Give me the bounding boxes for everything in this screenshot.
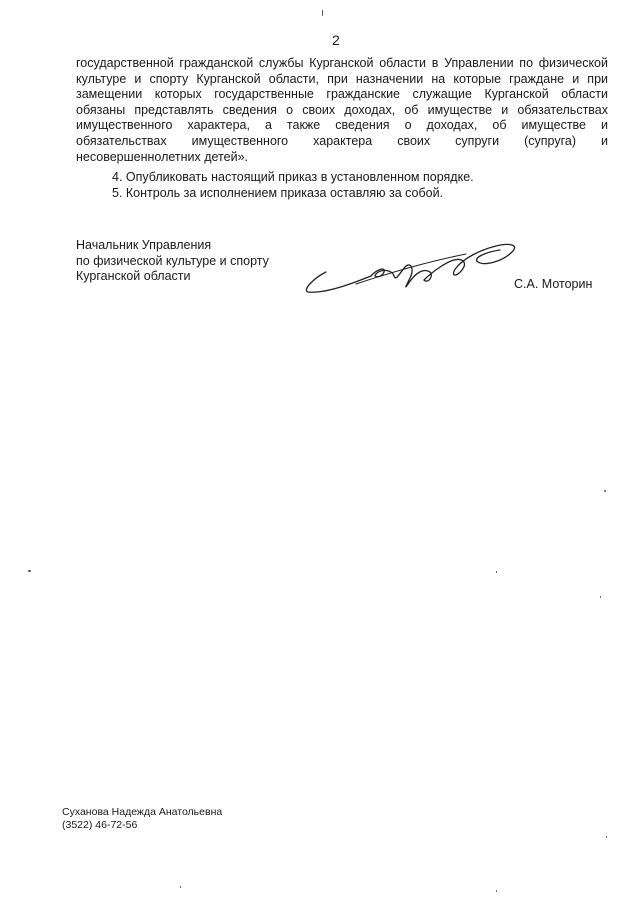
body-line: замещении которых государственные гражданские служащие Курганской области [76,87,608,102]
body-line: государственной гражданской службы Курганской области в Управлении по физической [76,56,608,70]
contact-name: Суханова Надежда Анатольевна [62,806,223,818]
scan-speck [606,836,607,838]
body-line: имущественного характера, а также сведения о доходах, об имуществе и [76,118,608,133]
list-item-publish: 4. Опубликовать настоящий приказ в установленном порядке. [112,170,474,184]
body-line: несовершеннолетних детей». [76,149,249,164]
scan-speck [604,490,606,492]
signatory-title-line: Курганской области [76,269,191,284]
scan-speck [28,570,31,572]
contact-phone: (3522) 46-72-56 [62,819,138,831]
scan-speck [496,890,497,892]
page-number: 2 [332,32,340,48]
scan-speck [496,571,497,573]
body-line: культуре и спорту Курганской области, при назначении на которые граждане и при [76,71,608,86]
contact-block [62,806,222,832]
signatory-title-line: по физической культуре и спорту [76,253,269,268]
list-item-control: 5. Контроль за исполнением приказа оставляю за собой. [112,186,444,200]
handwritten-signature [296,232,526,302]
scan-speck [322,10,323,16]
signatory-title-line: Начальник Управления [76,238,212,252]
scan-speck [600,596,601,598]
body-line: обязаны представлять сведения о своих доходах, об имуществе и обязательствах [76,102,608,117]
body-line: обязательствах имущественного характера своих супруги (супруга) и [76,133,608,148]
signatory-title [76,238,269,285]
scan-speck [180,886,181,888]
signatory-name: С.А. Моторин [514,277,593,291]
body-paragraph [76,56,608,165]
